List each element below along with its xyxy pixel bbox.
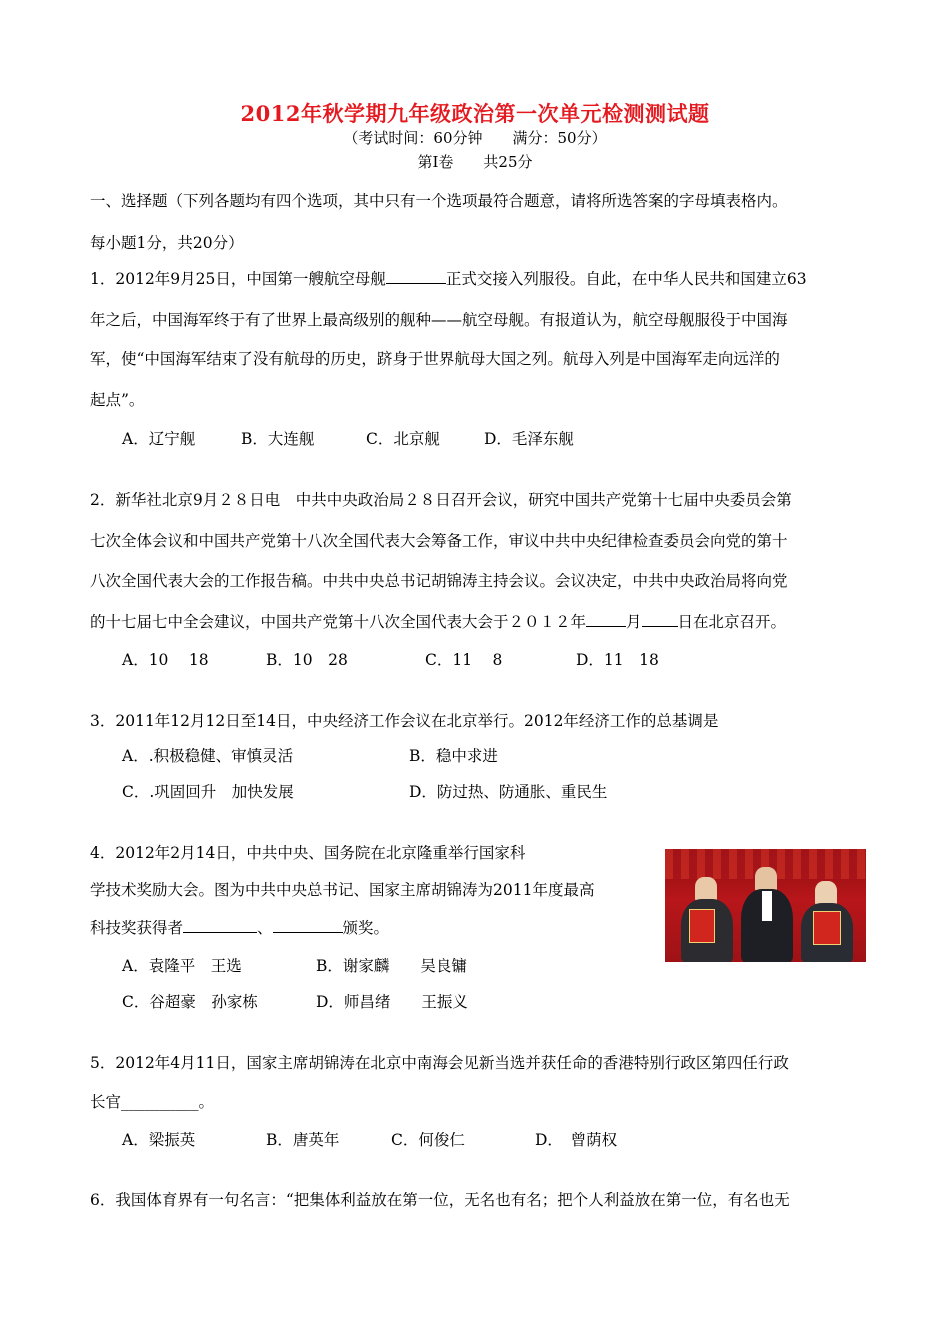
photo-person-head bbox=[815, 881, 837, 905]
q5-line-1: 5．2012年4月11日，国家主席胡锦涛在北京中南海会见新当选并获任命的香港特别行政区第四任行政 bbox=[90, 1054, 789, 1072]
q5-line-2: 长官__________。 bbox=[90, 1093, 215, 1111]
section-heading: 第Ⅰ卷 共25分 bbox=[417, 153, 533, 171]
q2-line-4 bbox=[90, 610, 786, 632]
q4-blank-2 bbox=[273, 918, 343, 933]
instructions-line-2: 每小题1分，共20分） bbox=[90, 234, 244, 252]
q2-line-2: 七次全体会议和中国共产党第十八次全国代表大会筹备工作，审议中共中央纪律检查委员会向党的第十 bbox=[90, 532, 788, 550]
q3-option-b: B．稳中求进 bbox=[409, 747, 498, 765]
q2-option-c: C．11 8 bbox=[425, 651, 503, 669]
exam-info: （考试时间：60分钟 满分：50分） bbox=[343, 129, 607, 147]
page-title: 2012年秋学期九年级政治第一次单元检测测试题 bbox=[240, 101, 710, 126]
q5-option-d: D． 曾荫权 bbox=[535, 1131, 618, 1149]
q1-line-2: 年之后，中国海军终于有了世界上最高级别的舰种——航空母舰。有报道认为，航空母舰服役于中国海 bbox=[90, 311, 788, 329]
photo-person-head bbox=[755, 867, 777, 891]
q2-option-b: B．10 28 bbox=[266, 651, 348, 669]
q1-line-4: 起点”。 bbox=[90, 391, 145, 409]
q4-line-3 bbox=[90, 916, 389, 938]
q3-option-c: C．.巩固回升 加快发展 bbox=[122, 783, 294, 801]
q2-text-c: 日在北京召开。 bbox=[677, 613, 787, 631]
q2-blank-day bbox=[642, 612, 678, 627]
q4-text-b: 、 bbox=[257, 919, 273, 937]
q2-line-1: 2．新华社北京9月２８日电 中共中央政治局２８日召开会议，研究中国共产党第十七届中央委员会第 bbox=[90, 491, 792, 509]
q4-text-c: 颁奖。 bbox=[342, 919, 390, 937]
q4-option-d: D．师昌绪 王振义 bbox=[316, 993, 468, 1011]
q2-text-b: 月 bbox=[626, 613, 642, 631]
q5-option-b: B．唐英年 bbox=[266, 1131, 340, 1149]
q2-blank-month bbox=[586, 612, 626, 627]
q1-line-1 bbox=[90, 267, 807, 289]
q1-text-a: 1．2012年9月25日，中国第一艘航空母舰 bbox=[90, 270, 386, 288]
q1-blank bbox=[386, 269, 446, 284]
q4-line-2: 学技术奖励大会。图为中共中央总书记、国家主席胡锦涛为2011年度最高 bbox=[90, 881, 595, 899]
photo-certificate bbox=[689, 909, 715, 943]
instructions-line-1: 一、选择题（下列各题均有四个选项，其中只有一个选项最符合题意，请将所选答案的字母填表格内。 bbox=[90, 192, 788, 210]
photo-person-head bbox=[695, 877, 717, 901]
q4-option-b: B．谢家麟 吴良镛 bbox=[316, 957, 467, 975]
q4-option-c: C．谷超豪 孙家栋 bbox=[122, 993, 258, 1011]
q4-blank-1 bbox=[183, 918, 257, 933]
photo-shirt bbox=[762, 891, 772, 921]
q1-text-b: 正式交接入列服役。自此，在中华人民共和国建立63 bbox=[445, 270, 807, 288]
q2-option-a: A．10 18 bbox=[122, 651, 209, 669]
photo-certificate bbox=[813, 911, 841, 945]
q4-line-1: 4．2012年2月14日，中共中央、国务院在北京隆重举行国家科 bbox=[90, 844, 526, 862]
q5-option-c: C．何俊仁 bbox=[391, 1131, 465, 1149]
q1-option-c: C．北京舰 bbox=[366, 430, 440, 448]
q1-option-a: A．辽宁舰 bbox=[122, 430, 196, 448]
q3-option-d: D．防过热、防通胀、重民生 bbox=[409, 783, 608, 801]
q3-option-a: A．.积极稳健、审慎灵活 bbox=[122, 747, 294, 765]
q4-text-a: 科技奖获得者 bbox=[90, 919, 184, 937]
q2-line-3: 八次全国代表大会的工作报告稿。中共中央总书记胡锦涛主持会议。会议决定，中共中央政治局将向党 bbox=[90, 572, 788, 590]
award-ceremony-photo bbox=[665, 849, 866, 962]
q2-option-d: D．11 18 bbox=[576, 651, 659, 669]
q4-option-a: A．袁隆平 王选 bbox=[122, 957, 242, 975]
q6-line-1: 6．我国体育界有一句名言：“把集体利益放在第一位，无名也有名；把个人利益放在第一位，有名也无 bbox=[90, 1191, 790, 1209]
q2-text-a: 的十七届七中全会建议，中国共产党第十八次全国代表大会于２０１２年 bbox=[90, 613, 587, 631]
q3-line-1: 3．2011年12月12日至14日，中央经济工作会议在北京举行。2012年经济工作的总基调是 bbox=[90, 712, 719, 730]
q1-line-3: 军，使“中国海军结束了没有航母的历史，跻身于世界航母大国之列。航母入列是中国海军走向远洋的 bbox=[90, 350, 780, 368]
q1-option-b: B．大连舰 bbox=[241, 430, 315, 448]
q1-option-d: D．毛泽东舰 bbox=[484, 430, 574, 448]
q5-option-a: A．梁振英 bbox=[122, 1131, 196, 1149]
